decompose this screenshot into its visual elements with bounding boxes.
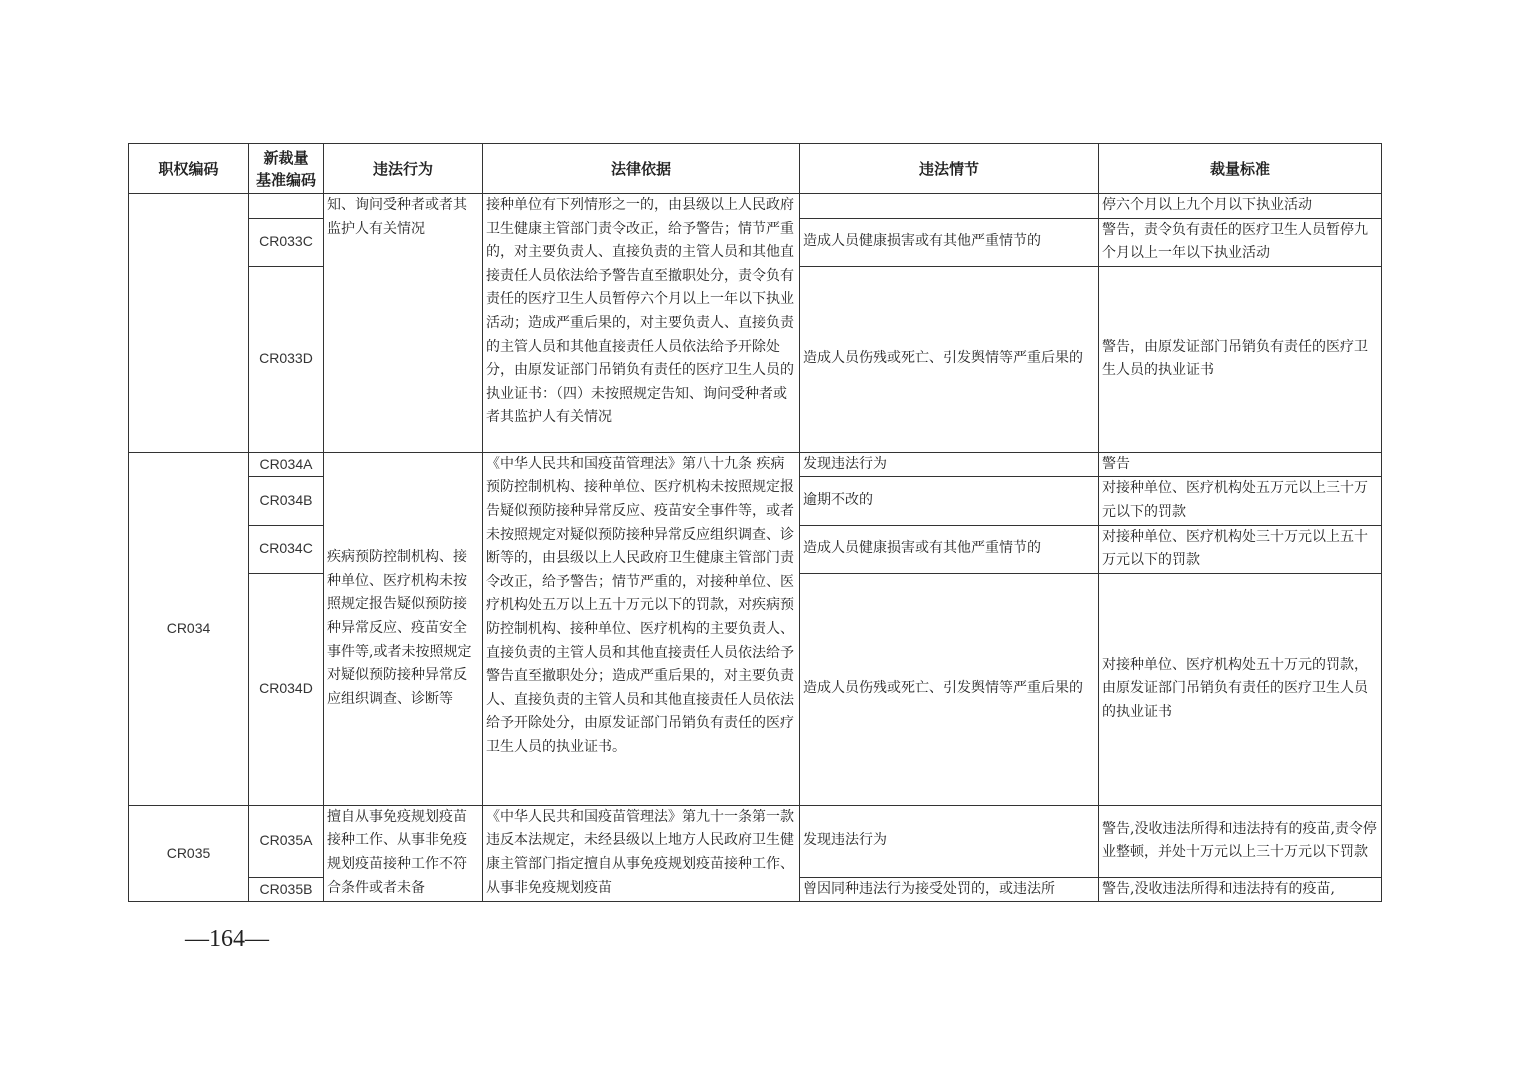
authority-code-cell: CR034 xyxy=(129,452,249,805)
standard-cell: 警告,没收违法所得和违法持有的疫苗,责令停业整顿，并处十万元以上三十万元以下罚款 xyxy=(1099,805,1382,877)
circumstance-cell: 造成人员健康损害或有其他严重情节的 xyxy=(800,218,1099,266)
circumstance-cell: 发现违法行为 xyxy=(800,452,1099,477)
baseline-code-cell: CR033D xyxy=(249,266,324,452)
baseline-code-cell: CR033C xyxy=(249,218,324,266)
baseline-code-cell: CR034B xyxy=(249,477,324,525)
standard-cell: 警告，由原发证部门吊销负有责任的医疗卫生人员的执业证书 xyxy=(1099,266,1382,452)
discretion-table xyxy=(128,143,1382,902)
standard-cell: 对接种单位、医疗机构处三十万元以上五十万元以下的罚款 xyxy=(1099,525,1382,573)
standard-cell: 警告，责令负有责任的医疗卫生人员暂停九个月以上一年以下执业活动 xyxy=(1099,218,1382,266)
authority-code-cell: CR035 xyxy=(129,805,249,902)
standard-cell: 对接种单位、医疗机构处五万元以上三十万元以下的罚款 xyxy=(1099,477,1382,525)
circumstance-cell: 造成人员健康损害或有其他严重情节的 xyxy=(800,525,1099,573)
authority-code-cell xyxy=(129,194,249,453)
header-baseline-code: 新裁量 基准编码 xyxy=(249,144,324,194)
circumstance-cell: 逾期不改的 xyxy=(800,477,1099,525)
circumstance-cell: 造成人员伤残或死亡、引发舆情等严重后果的 xyxy=(800,573,1099,805)
header-violation: 违法行为 xyxy=(324,144,483,194)
baseline-code-cell: CR035A xyxy=(249,805,324,877)
table-row xyxy=(129,805,1382,877)
table-row xyxy=(129,194,1382,219)
standard-cell: 警告,没收违法所得和违法持有的疫苗, xyxy=(1099,877,1382,902)
legal-basis-cell: 《中华人民共和国疫苗管理法》第八十九条 疾病预防控制机构、接种单位、医疗机构未按照规定报告疑似预防接种异常反应、疫苗安全事件等，或者未按照规定对疑似预防接种异常反应组织调查、诊断等的，由县级以上人民政府卫生健康主管部门责令改正，给予警告；情节严重的，对接种单位、医疗机构处五万以上五十万元以下的罚款，对疾病预防控制机构、接种单位、医疗机构的主要负责人、直接负责的主管人员和其他直接责任人员依法给予警告直至撤职处分；造成严重后果的，对主要负责人、直接负责的主管人员和其他直接责任人员依法给予开除处分，由原发证部门吊销负有责任的医疗卫生人员的执业证书。 xyxy=(483,452,800,805)
standard-cell: 警告 xyxy=(1099,452,1382,477)
violation-cell: 疾病预防控制机构、接种单位、医疗机构未按照规定报告疑似预防接种异常反应、疫苗安全事件等,或者未按照规定对疑似预防接种异常反应组织调查、诊断等 xyxy=(324,452,483,805)
header-standard: 裁量标准 xyxy=(1099,144,1382,194)
circumstance-cell: 发现违法行为 xyxy=(800,805,1099,877)
circumstance-cell xyxy=(800,194,1099,219)
circumstance-cell: 曾因同种违法行为接受处罚的，或违法所 xyxy=(800,877,1099,902)
table-header-row xyxy=(129,144,1382,194)
standard-cell: 停六个月以上九个月以下执业活动 xyxy=(1099,194,1382,219)
violation-cell: 知、询问受种者或者其监护人有关情况 xyxy=(324,194,483,453)
baseline-code-cell: CR035B xyxy=(249,877,324,902)
baseline-code-cell xyxy=(249,194,324,219)
header-authority-code: 职权编码 xyxy=(129,144,249,194)
circumstance-cell: 造成人员伤残或死亡、引发舆情等严重后果的 xyxy=(800,266,1099,452)
violation-cell: 擅自从事免疫规划疫苗接种工作、从事非免疫规划疫苗接种工作不符合条件或者未备 xyxy=(324,805,483,902)
header-circumstances: 违法情节 xyxy=(800,144,1099,194)
baseline-code-cell: CR034A xyxy=(249,452,324,477)
legal-basis-cell: 接种单位有下列情形之一的，由县级以上人民政府卫生健康主管部门责令改正，给予警告；情节严重的，对主要负责人、直接负责的主管人员和其他直接责任人员依法给予警告直至撤职处分，责令负有责任的医疗卫生人员暂停六个月以上一年以下执业活动；造成严重后果的，对主要负责人、直接负责的主管人员和其他直接责任人员依法给予开除处分，由原发证部门吊销负有责任的医疗卫生人员的执业证书：（四）未按照规定告知、询问受种者或者其监护人有关情况 xyxy=(483,194,800,453)
baseline-code-cell: CR034D xyxy=(249,573,324,805)
legal-basis-cell: 《中华人民共和国疫苗管理法》第九十一条第一款 违反本法规定，未经县级以上地方人民政府卫生健康主管部门指定擅自从事免疫规划疫苗接种工作、从事非免疫规划疫苗 xyxy=(483,805,800,902)
standard-cell: 对接种单位、医疗机构处五十万元的罚款，由原发证部门吊销负有责任的医疗卫生人员的执业证书 xyxy=(1099,573,1382,805)
page-number: —164— xyxy=(185,926,269,952)
header-legal-basis: 法律依据 xyxy=(483,144,800,194)
table-row xyxy=(129,452,1382,477)
baseline-code-cell: CR034C xyxy=(249,525,324,573)
